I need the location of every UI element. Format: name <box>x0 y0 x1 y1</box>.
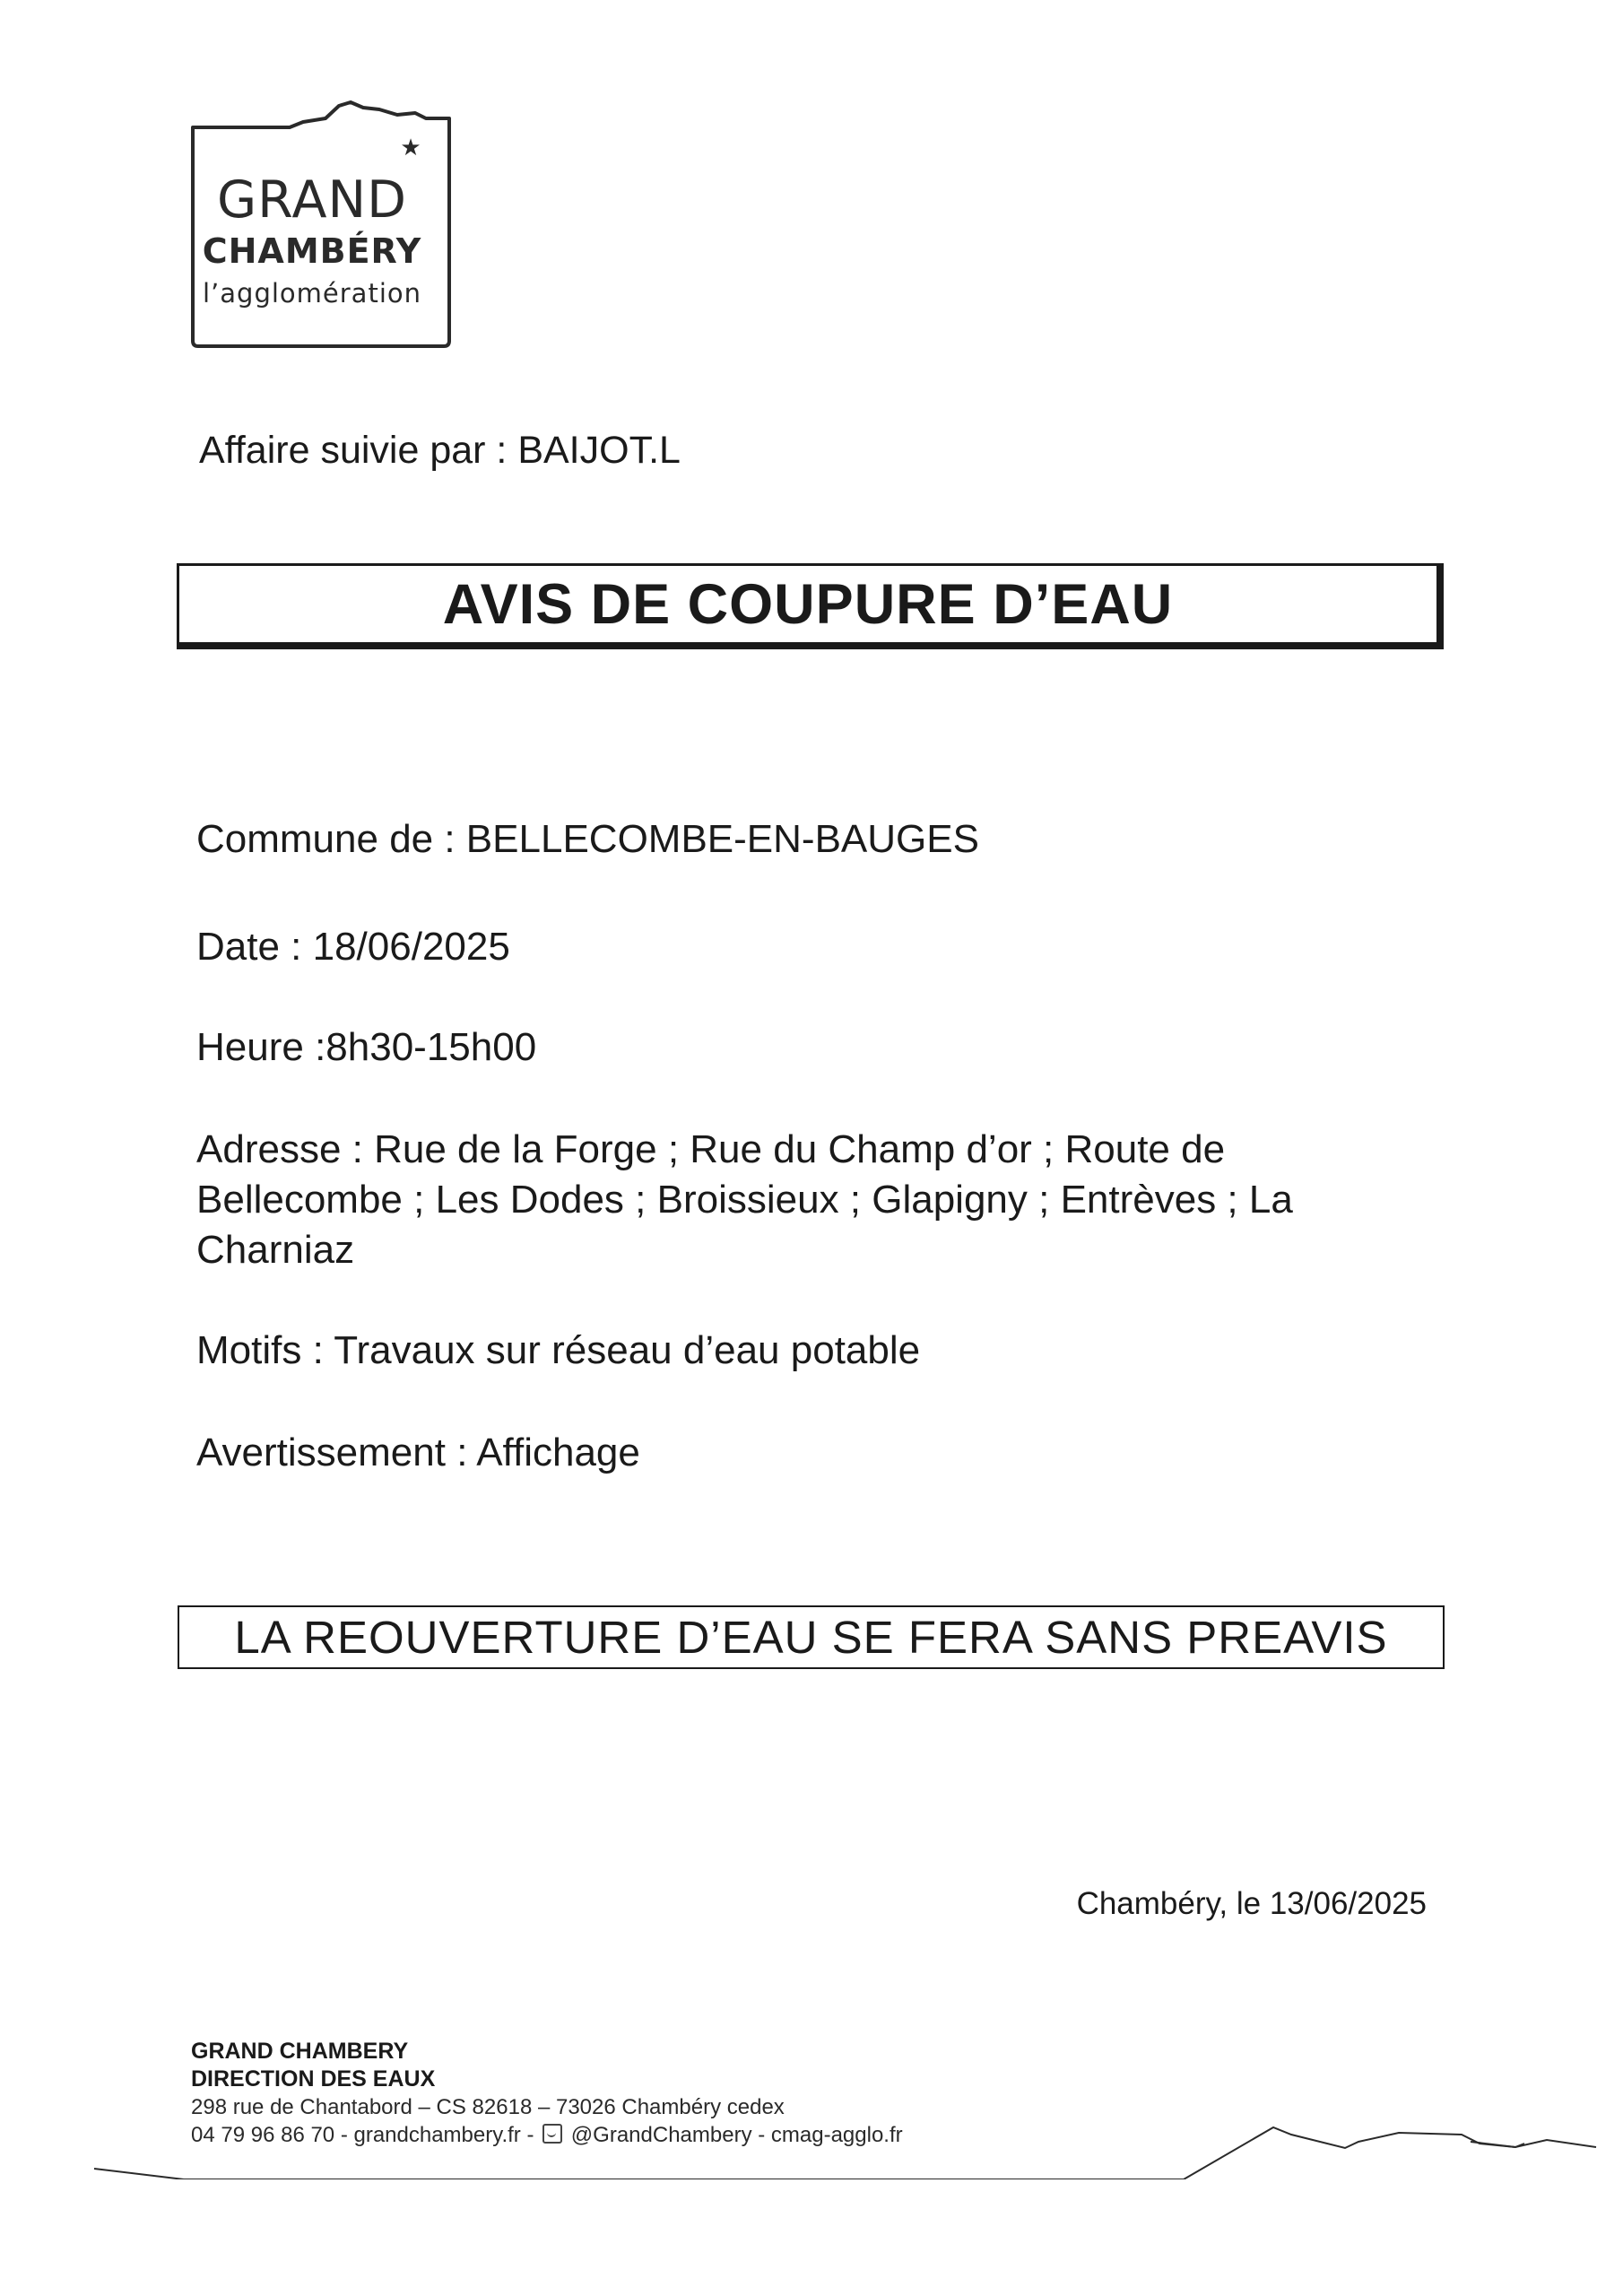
motifs-field: Motifs : Travaux sur réseau d’eau potable <box>196 1328 921 1372</box>
star-icon: ★ <box>400 135 421 161</box>
page-title: AVIS DE COUPURE D’EAU <box>442 572 1174 636</box>
reopening-notice: LA REOUVERTURE D’EAU SE FERA SANS PREAVIS <box>234 1612 1388 1663</box>
logo-agglomeration-text: l’agglomération <box>203 278 421 309</box>
adresse-line-1: Adresse : Rue de la Forge ; Rue du Champ d’or ; Route de <box>196 1127 1226 1171</box>
footer-dept: DIRECTION DES EAUX <box>191 2066 436 2092</box>
commune-field: Commune de : BELLECOMBE-EN-BAUGES <box>196 817 979 861</box>
avertissement-field: Avertissement : Affichage <box>196 1431 640 1474</box>
adresse-line-2: Bellecombe ; Les Dodes ; Broissieux ; Glapigny ; Entrèves ; La <box>196 1178 1293 1222</box>
footer-address: 298 rue de Chantabord – CS 82618 – 73026 Chambéry cedex <box>191 2095 785 2119</box>
mountain-line-decoration <box>0 2108 1623 2179</box>
logo-chambery-text: CHAMBÉRY <box>202 231 422 271</box>
affaire-suivie: Affaire suivie par : BAIJOT.L <box>199 429 681 472</box>
title-box <box>177 563 1444 649</box>
reopening-notice-box <box>178 1605 1445 1669</box>
footer-contact-social: @GrandChambery - cmag-agglo.fr <box>570 2123 903 2147</box>
logo-grand-text: GRAND <box>217 170 407 230</box>
place-and-date: Chambéry, le 13/06/2025 <box>1076 1886 1427 1921</box>
footer-contact-phone-web: 04 79 96 86 70 - grandchambery.fr - <box>191 2123 534 2147</box>
adresse-field <box>196 1125 1452 1275</box>
date-field: Date : 18/06/2025 <box>196 925 510 969</box>
heure-field: Heure :8h30-15h00 <box>196 1025 537 1069</box>
footer-org: GRAND CHAMBERY <box>191 2039 409 2064</box>
adresse-line-3: Charniaz <box>196 1228 355 1272</box>
logo-grand-chambery <box>191 100 456 349</box>
